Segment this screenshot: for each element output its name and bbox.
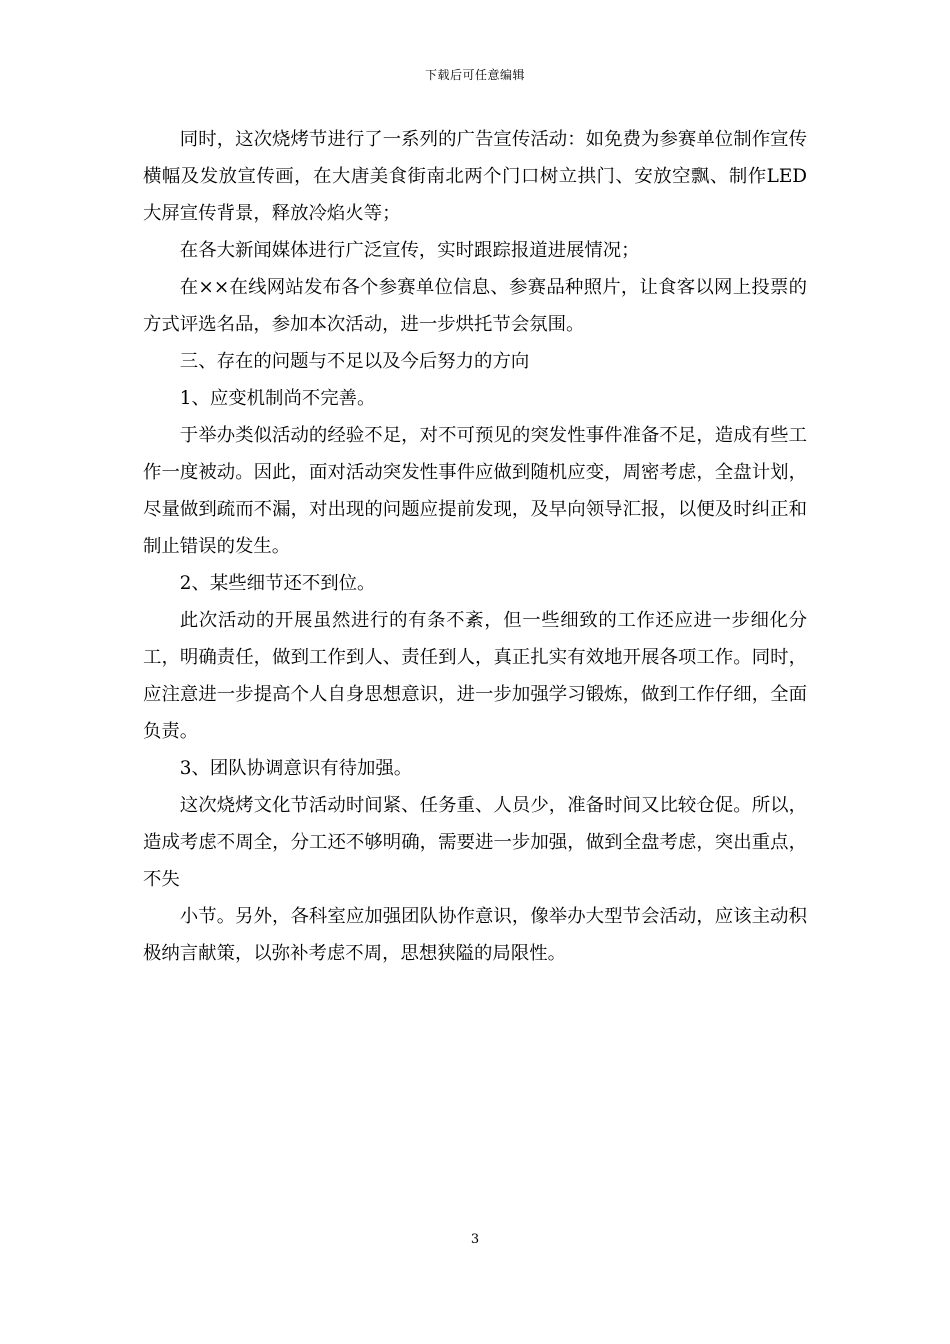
page-header: 下载后可任意编辑 [424,68,525,82]
paragraph: 同时，这次烧烤节进行了一系列的广告宣传活动：如免费为参赛单位制作宣传横幅及发放宣传画，在大唐美食街南北两个门口树立拱门、安放空飘、制作LED大屏宣传背景，释放冷焰火等； [143,129,807,224]
subsection-heading: 1、应变机制尚不完善。 [179,388,376,409]
paragraph: 在××在线网站发布各个参赛单位信息、参赛品种照片，让食客以网上投票的方式评选名品，参加本次活动，进一步烘托节会氛围。 [143,277,807,335]
paragraph: 这次烧烤文化节活动时间紧、任务重、人员少，准备时间又比较仓促。所以，造成考虑不周全，分工还不够明确，需要进一步加强，做到全盘考虑，突出重点，不失 [143,795,807,890]
document-body [143,121,807,972]
paragraph: 于举办类似活动的经验不足，对不可预见的突发性事件准备不足，造成有些工作一度被动。因此，面对活动突发性事件应做到随机应变，周密考虑，全盘计划，尽量做到疏而不漏，对出现的问题应提前发现，及早向领导汇报，以便及时纠正和制止错误的发生。 [143,425,807,557]
subsection-heading: 3、团队协调意识有待加强。 [179,758,413,779]
paragraph: 此次活动的开展虽然进行的有条不紊，但一些细致的工作还应进一步细化分工，明确责任，做到工作到人、责任到人，真正扎实有效地开展各项工作。同时，应注意进一步提高个人自身思想意识，进一步加强学习锻炼，做到工作仔细，全面负责。 [143,610,807,742]
subsection-heading: 2、某些细节还不到位。 [179,573,376,594]
section-heading: 三、存在的问题与不足以及今后努力的方向 [179,351,530,372]
page-number: 3 [470,1232,480,1247]
paragraph: 在各大新闻媒体进行广泛宣传，实时跟踪报道进展情况； [179,240,640,261]
paragraph: 小节。另外，各科室应加强团队协作意识，像举办大型节会活动，应该主动积极纳言献策，以弥补考虑不周，思想狭隘的局限性。 [143,906,807,964]
